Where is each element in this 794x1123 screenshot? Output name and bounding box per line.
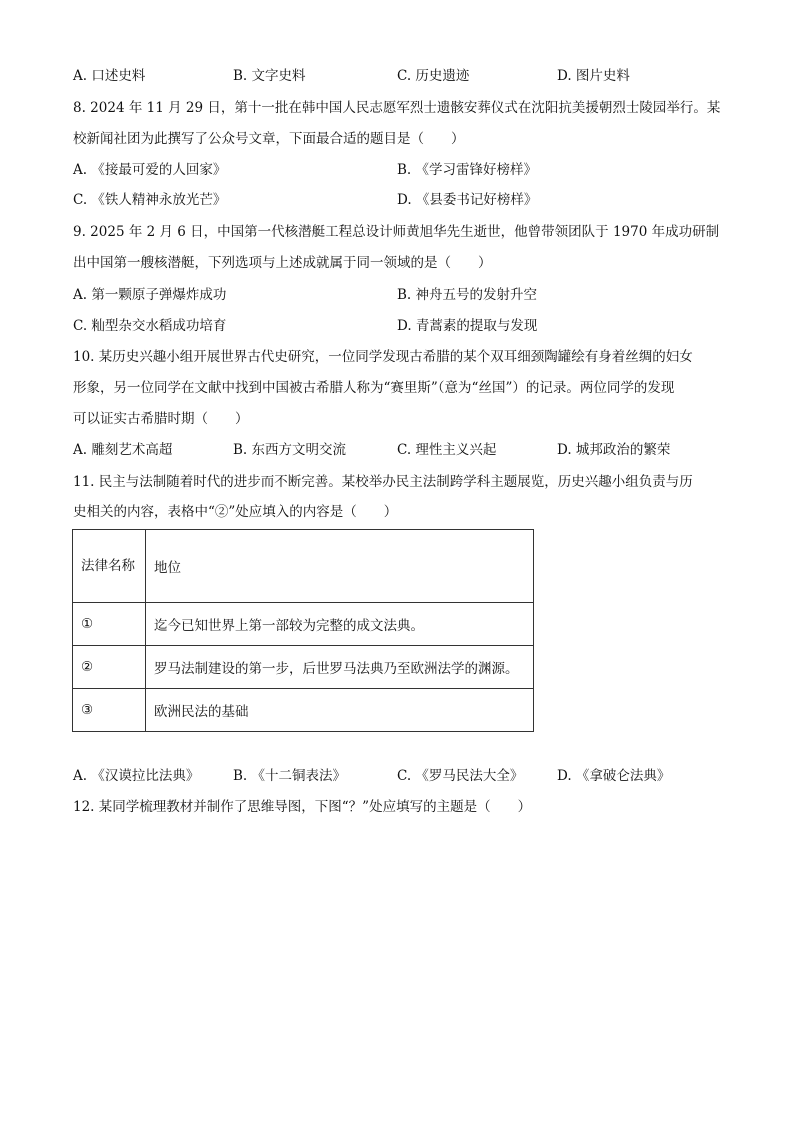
law-table	[72, 529, 534, 732]
row-law-name: ②	[73, 646, 146, 689]
q8-option-c[interactable]: C. 《铁人精神永放光芒》	[73, 192, 227, 208]
row-status: 迄今已知世界上第一部较为完整的成文法典。	[146, 603, 534, 646]
q11-option-a[interactable]: A. 《汉谟拉比法典》	[73, 768, 200, 784]
q9-option-b[interactable]: B. 神舟五号的发射升空	[397, 287, 538, 303]
q11-stem-line2: 史相关的内容，表格中“②”处应填入的内容是（ ）	[73, 504, 398, 520]
table-row	[73, 646, 534, 689]
q11-option-b[interactable]: B. 《十二铜表法》	[233, 768, 347, 784]
q8-option-b[interactable]: B. 《学习雷锋好榜样》	[397, 162, 538, 178]
q10-stem-line3: 可以证实古希腊时期（ ）	[73, 411, 249, 427]
q10-stem-line1: 10. 某历史兴趣小组开展世界古代史研究，一位同学发现古希腊的某个双耳细颈陶罐绘有身着丝绸的妇女	[73, 349, 693, 365]
q7-option-c[interactable]: C. 历史遗迹	[397, 68, 470, 84]
q7-option-a[interactable]: A. 口述史料	[73, 68, 146, 84]
row-law-name: ①	[73, 603, 146, 646]
q11-option-d[interactable]: D. 《拿破仑法典》	[557, 768, 671, 784]
q9-stem-line2: 出中国第一艘核潜艇，下列选项与上述成就属于同一领域的是（ ）	[73, 255, 492, 271]
table-header-row	[73, 530, 534, 603]
q10-option-d[interactable]: D. 城邦政治的繁荣	[557, 442, 671, 458]
q12-stem-line1: 12. 某同学梳理教材并制作了思维导图，下图“？”处应填写的主题是（ ）	[73, 799, 532, 815]
q7-option-d[interactable]: D. 图片史料	[557, 68, 630, 84]
q8-stem-line2: 校新闻社团为此撰写了公众号文章，下面最合适的题目是（ ）	[73, 131, 465, 147]
row-law-name: ③	[73, 689, 146, 732]
q9-option-d[interactable]: D. 青蒿素的提取与发现	[397, 318, 538, 334]
q7-option-b[interactable]: B. 文字史料	[233, 68, 306, 84]
header-law-name-text: 法律名称	[81, 558, 135, 574]
table-row	[73, 689, 534, 732]
q10-stem-line2: 形象，另一位同学在文献中找到中国被古希腊人称为“赛里斯”（意为“丝国”）的记录。两位同学的发现	[73, 380, 675, 396]
q10-option-c[interactable]: C. 理性主义兴起	[397, 442, 497, 458]
row-status: 罗马法制建设的第一步，后世罗马法典乃至欧洲法学的渊源。	[146, 646, 534, 689]
q8-option-d[interactable]: D. 《县委书记好榜样》	[397, 192, 538, 208]
q9-stem-line1: 9. 2025 年 2 月 6 日，中国第一代核潜艇工程总设计师黄旭华先生逝世，他曾带领团队于 1970 年成功研制	[73, 224, 720, 240]
q8-option-a[interactable]: A. 《接最可爱的人回家》	[73, 162, 227, 178]
table-row	[73, 603, 534, 646]
q10-option-b[interactable]: B. 东西方文明交流	[233, 442, 347, 458]
q9-option-c[interactable]: C. 籼型杂交水稻成功培育	[73, 318, 227, 334]
q10-option-a[interactable]: A. 雕刻艺术高超	[73, 442, 173, 458]
q8-stem-line1: 8. 2024 年 11 月 29 日，第十一批在韩中国人民志愿军烈士遗骸安葬仪式在沈阳抗美援朝烈士陵园举行。某	[73, 100, 721, 116]
q11-option-c[interactable]: C. 《罗马民法大全》	[397, 768, 524, 784]
q11-stem-line1: 11. 民主与法制随着时代的进步而不断完善。某校举办民主法制跨学科主题展览，历史兴趣小组负责与历	[73, 474, 693, 490]
header-law-name	[73, 530, 146, 603]
header-status: 地位	[146, 530, 534, 603]
q9-option-a[interactable]: A. 第一颗原子弹爆炸成功	[73, 287, 227, 303]
row-status: 欧洲民法的基础	[146, 689, 534, 732]
